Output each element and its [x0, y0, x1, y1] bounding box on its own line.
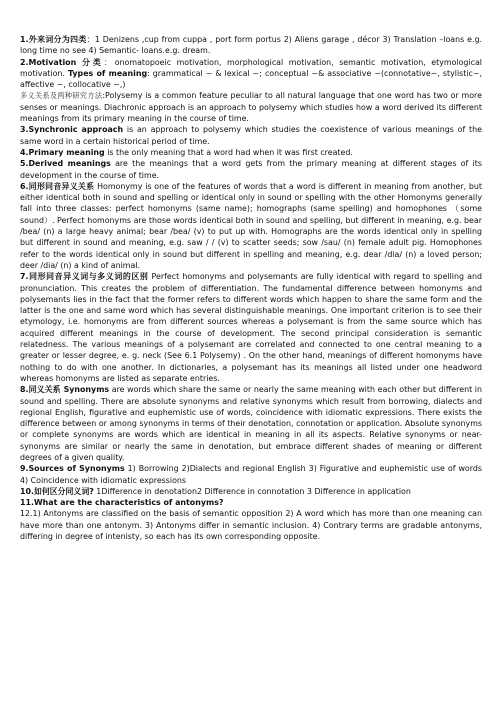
paragraph-10 — [20, 463, 482, 486]
paragraph-8 — [20, 271, 482, 384]
paragraph-2-text: : grammatical ~ & lexical ~; conceptual ~& associative ~(connotative~, stylistic~, affective ~, collocative ~,) — [20, 68, 483, 90]
paragraph-2-text: Types of meaning — [67, 68, 148, 78]
paragraph-4-text: is an approach to polysemy which studies the coexistence of various meanings of the same word in a certain historical period of time. — [20, 125, 482, 146]
paragraph-11-text: 10.如何区分同义词? — [20, 486, 94, 496]
paragraph-1-text: ：1 Denizens ,cup from cuppa , port form portus 2) Aliens garage , décor 3) Translation –loans e.g. long time no see 4) Semantic- loans.e.g. dream. — [20, 35, 482, 56]
paragraph-6-text: are the meanings that a word gets from the primary meaning at different stages of its development in the course of time. — [20, 159, 483, 180]
paragraph-3-text: :Polysemy is a common feature peculiar to all natural language that one word has two or more senses or meanings. Diachronic approach is an approach to polysemy which studies how a word derived its different meanings from its primary meaning in the course of time. — [20, 91, 482, 124]
paragraph-1 — [20, 34, 482, 57]
paragraph-9-text: 8.同义关系 Synonyms — [20, 385, 110, 395]
paragraph-1-text: 1.外来词分为四类 — [20, 35, 87, 44]
paragraph-7-text: 6.同形同音异义关系 — [20, 181, 95, 191]
paragraph-3-text: 多义关系及两种研究方法 — [20, 91, 103, 101]
paragraph-11 — [20, 486, 482, 497]
paragraph-2 — [20, 57, 482, 91]
paragraph-9 — [20, 384, 482, 463]
paragraph-4 — [20, 124, 482, 147]
paragraph-5-text: 4.Primary meaning — [20, 147, 105, 157]
paragraph-6 — [20, 158, 482, 181]
paragraph-9-text: are words which share the same or nearly the same meaning with each other but different in sound and spelling. There are absolute synonyms and relative synonyms which result from borrowing, dialects and regional English, figurative and euphemistic use of words, coincidence with idiomatic expressions. There exists the difference between or among synonyms in terms of their denotation, connotation or application. Absolute synonyms or complete synonyms are words which are identical in meaning in all its aspects. Relative synonyms or near-synonyms are similar or nearly the same in denotation, but embrace different shades of meaning or different degrees of a given quality. — [20, 385, 483, 462]
paragraph-7 — [20, 181, 482, 271]
paragraph-12-text: 11.What are the characteristics of antonyms? — [20, 498, 224, 508]
paragraph-8-text: Perfect homonyms and polysemants are fully identical with regard to spelling and pronunciation. This creates the problem of differentiation. The fundamental difference between homonyms and polysemants lies in the fact that the former refers to different words which happen to share the same form and the latter is the one and same word which has several distinguishable meanings. One important criterion is to see their etymology, i.e. homonyms are from different sources whereas a polysemant is from the same source which has acquired different meanings in the course of development. The second principal consideration is semantic relatedness. The various meanings of a polysemant are correlated and connected to one central meaning to a greater or lesser degree, e. g. neck (See 6.1 Polysemy) . On the other hand, meanings of different homonyms have nothing to do with one another. In dictionaries, a polysemant has its meanings all listed under one headword whereas homonyms are listed as separate entries. — [20, 272, 482, 383]
paragraph-12 — [20, 497, 482, 508]
paragraph-3 — [20, 90, 482, 124]
paragraph-13 — [20, 508, 482, 542]
paragraph-13-text: 12.1) Antonyms are classified on the basis of semantic opposition 2) A word which has more than one meaning can have more than one antonym. 3) Antonyms differ in semantic inclusion. 4) Contrary terms are gradable antonyms, differing in degree of intenisty, so each has its own corresponding opposite. — [20, 509, 482, 542]
paragraph-10-text: 9.Sources of Synonyms — [20, 464, 125, 474]
paragraph-6-text: 5.Derived meanings — [20, 159, 111, 169]
paragraph-2-text: ：onomatopoeic motivation, morphological motivation, semantic motivation, etymological motivation. — [20, 57, 483, 78]
paragraph-10-text: 1) Borrowing 2)Dialects and regional English 3) Figurative and euphemistic use of words 4) Coincidence with idiomatic expressions — [20, 464, 482, 485]
paragraph-8-text: 7.同形同音异义词与多义词的区别 — [20, 272, 149, 282]
paragraph-2-text: 2.Motivation 分类 — [20, 57, 104, 67]
paragraph-7-text: Homonymy is one of the features of words that a word is different in meaning from another, but either identical both in sound and spelling or identical only in sound or spelling with the other Homonyms generally fall into three classes: perfect homonyms (same name); homographs (same spelling) and homophones （some sound）. Perfect homonyms are those words identical both in sound and spelling, but different in meaning, e.g. bear /bea/ (n) a large heavy animal; bear /bea/ (v) to put up with. Homographs are the words identical only in spelling but different in sound and meaning, e.g. saw / / (v) to scatter seeds; sow /sau/ (n) female adult pig. Homophones refer to the words identical only in sound but different in spelling and meaning, e.g. dear /dia/ (n) a loved person; deer /dia/ (n) a kind of animal. — [20, 181, 482, 270]
paragraph-5 — [20, 147, 482, 158]
paragraph-4-text: 3.Synchronic approach — [20, 125, 124, 135]
paragraph-5-text: is the only meaning that a word had when it was first created. — [104, 147, 353, 157]
paragraph-11-text: 1Difference in denotation2 Difference in connotation 3 Difference in application — [93, 486, 411, 496]
